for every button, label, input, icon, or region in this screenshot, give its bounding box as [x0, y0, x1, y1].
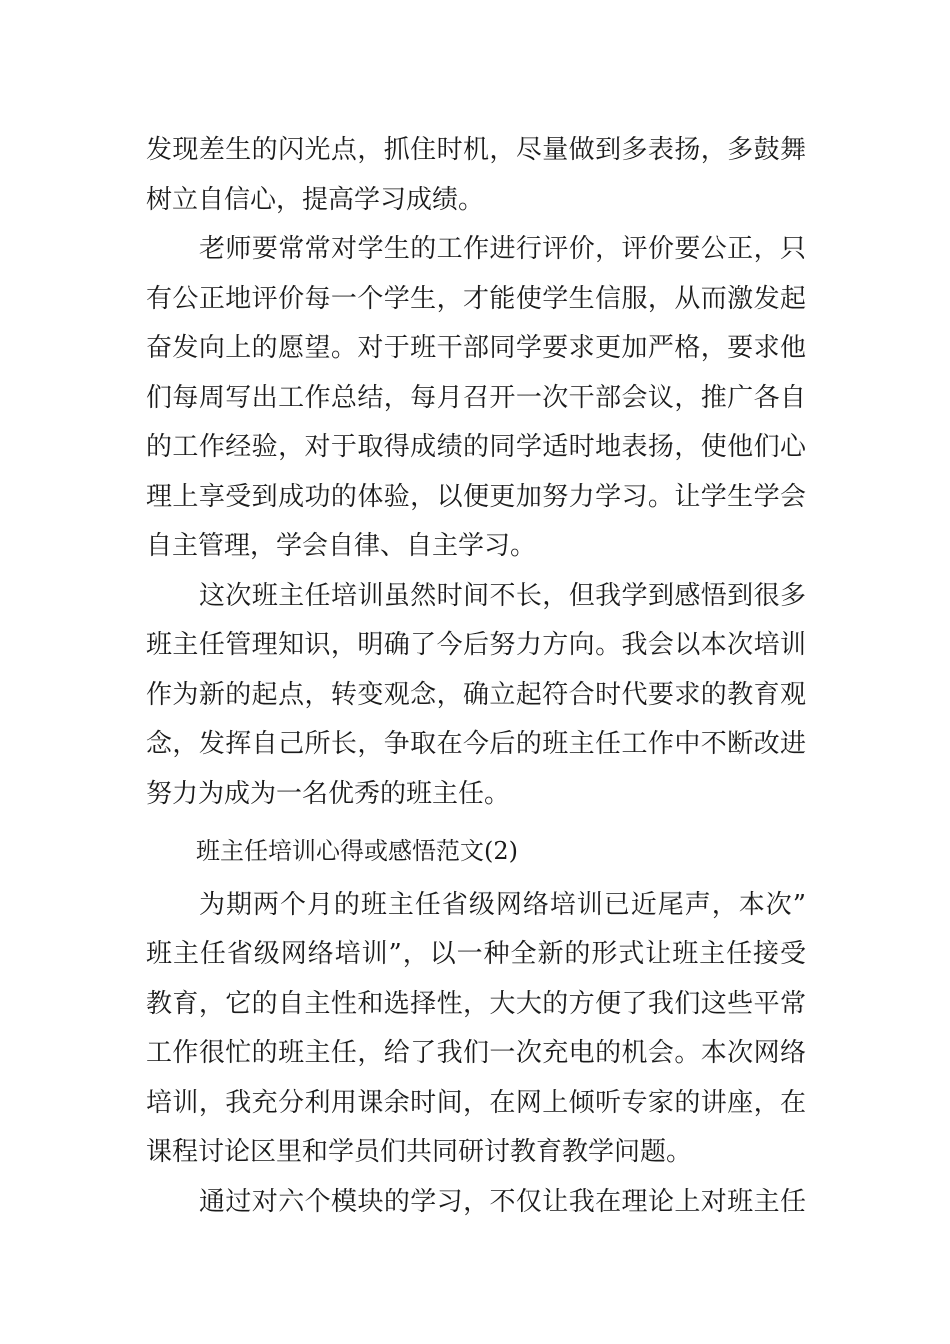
- paragraph-line: 们每周写出工作总结，每月召开一次干部会议，推广各自: [146, 382, 806, 413]
- paragraph-line: 奋发向上的愿望。对于班干部同学要求更加严格，要求他: [146, 333, 806, 363]
- paragraph-line: 这次班主任培训虽然时间不长，但我学到感悟到很多: [199, 580, 806, 611]
- paragraph-line: 课程讨论区里和学员们共同研讨教育教学问题。: [146, 1137, 693, 1167]
- paragraph-line: 树立自信心，提高学习成绩。: [146, 184, 485, 215]
- paragraph-line: 教育，它的自主性和选择性，大大的方便了我们这些平常: [146, 988, 806, 1019]
- paragraph-line: 老师要常常对学生的工作进行评价，评价要公正，只: [199, 234, 806, 264]
- paragraph-line: 有公正地评价每一个学生，才能使学生信服，从而激发起: [146, 283, 806, 314]
- paragraph-line: 自主管理，学会自律、自主学习。: [146, 531, 537, 561]
- paragraph-line: 班主任管理知识，明确了今后努力方向。我会以本次培训: [146, 630, 806, 660]
- paragraph-line: 通过对六个模块的学习，不仅让我在理论上对班主任: [199, 1186, 806, 1217]
- paragraph-line: 发现差生的闪光点，抓住时机，尽量做到多表扬，多鼓舞: [146, 135, 806, 165]
- paragraph-line: 念，发挥自己所长，争取在今后的班主任工作中不断改进: [146, 729, 806, 759]
- section-heading: 班主任培训心得或感悟范文(2): [196, 837, 518, 865]
- paragraph-line: 的工作经验，对于取得成绩的同学适时地表扬，使他们心: [146, 432, 806, 462]
- paragraph-line: 作为新的起点，转变观念，确立起符合时代要求的教育观: [146, 679, 806, 710]
- paragraph-line: 工作很忙的班主任，给了我们一次充电的机会。本次网络: [146, 1038, 806, 1068]
- paragraph-line: 培训，我充分利用课余时间，在网上倾听专家的讲座，在: [146, 1087, 806, 1118]
- paragraph-line: 理上享受到成功的体验，以便更加努力学习。让学生学会: [146, 481, 806, 512]
- document-body: [146, 126, 806, 1227]
- paragraph-line: 为期两个月的班主任省级网络培训已近尾声，本次”: [199, 889, 806, 920]
- paragraph-line: 班主任省级网络培训”，以一种全新的形式让班主任接受: [146, 939, 806, 969]
- paragraph-line: 努力为成为一名优秀的班主任。: [146, 778, 511, 809]
